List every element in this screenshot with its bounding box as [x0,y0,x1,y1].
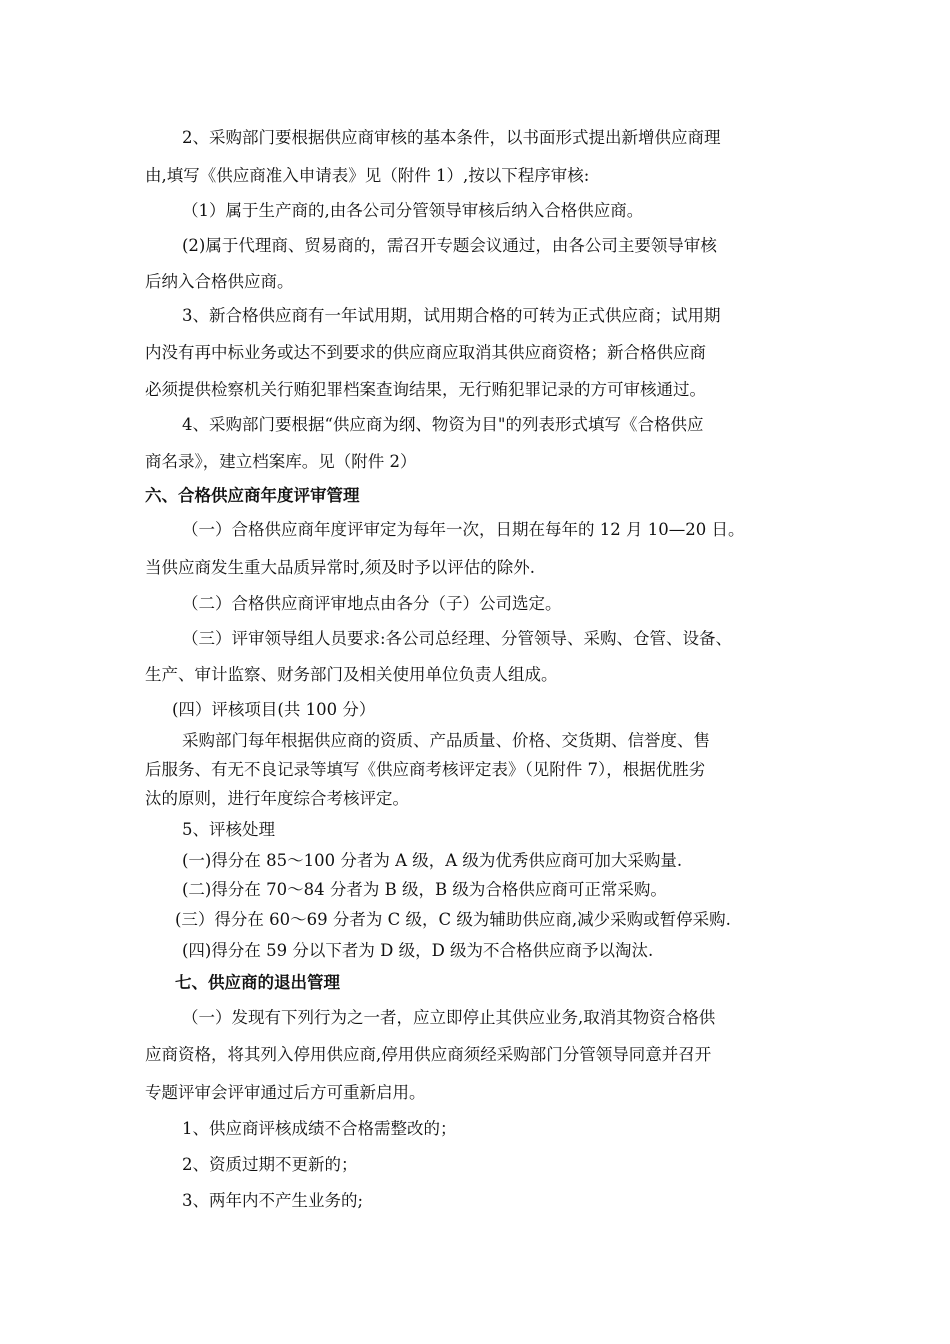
text-line: 3、新合格供应商有一年试用期，试用期合格的可转为正式供应商；试用期 [182,306,721,325]
text-line: （二）合格供应商评审地点由各分（子）公司选定。 [182,594,562,613]
text-line: 商名录》，建立档案库。见（附件 2） [145,452,417,471]
text-line: 后服务、有无不良记录等填写《供应商考核评定表》（见附件 7），根据优胜劣 [145,760,706,779]
text-line: 由,填写《供应商准入申请表》见（附件 1）,按以下程序审核: [145,166,590,185]
text-line: 2、采购部门要根据供应商审核的基本条件，以书面形式提出新增供应商理 [182,128,721,147]
text-line: 生产、审计监察、财务部门及相关使用单位负责人组成。 [145,665,558,684]
text-line: (三）得分在 60～69 分者为 C 级，C 级为辅助供应商,减少采购或暂停采购. [175,910,731,929]
text-line: (四)得分在 59 分以下者为 D 级，D 级为不合格供应商予以淘汰. [182,941,654,960]
text-line: 必须提供检察机关行贿犯罪档案查询结果，无行贿犯罪记录的方可审核通过。 [145,380,706,399]
text-line: （一）发现有下列行为之一者，应立即停止其供应业务,取消其物资合格供 [182,1008,716,1027]
text-line: 内没有再中标业务或达不到要求的供应商应取消其供应商资格；新合格供应商 [145,343,706,362]
text-line: 4、采购部门要根据“供应商为纲、物资为目"的列表形式填写《合格供应 [182,415,704,434]
text-line: 汰的原则，进行年度综合考核评定。 [145,789,409,808]
text-line: （一）合格供应商年度评审定为每年一次，日期在每年的 12 月 10—20 日。 [182,520,745,539]
text-line: (一)得分在 85～100 分者为 A 级，A 级为优秀供应商可加大采购量. [182,851,683,870]
text-line: 应商资格，将其列入停用供应商,停用供应商须经采购部门分管领导同意并召开 [145,1045,712,1064]
text-line: 3、两年内不产生业务的; [182,1191,364,1210]
text-line: 5、评核处理 [182,820,275,839]
text-line: 后纳入合格供应商。 [145,272,294,291]
text-line: （1）属于生产商的,由各公司分管领导审核后纳入合格供应商。 [182,201,644,220]
section-heading: 六、合格供应商年度评审管理 [145,486,360,505]
text-line: 专题评审会评审通过后方可重新启用。 [145,1083,426,1102]
text-line: (四）评核项目(共 100 分） [172,700,376,719]
text-line: 采购部门每年根据供应商的资质、产品质量、价格、交货期、信誉度、售 [182,731,710,750]
text-line: (二)得分在 70～84 分者为 B 级，B 级为合格供应商可正常采购。 [182,880,667,899]
text-line: 1、供应商评核成绩不合格需整改的； [182,1119,457,1138]
text-line: （三）评审领导组人员要求:各公司总经理、分管领导、采购、仓管、设备、 [182,629,733,648]
text-line: 2、资质过期不更新的； [182,1155,358,1174]
section-heading: 七、供应商的退出管理 [175,973,340,992]
text-line: 当供应商发生重大品质异常时,须及时予以评估的除外. [145,558,535,577]
text-line: (2)属于代理商、贸易商的，需召开专题会议通过，由各公司主要领导审核 [182,236,717,255]
